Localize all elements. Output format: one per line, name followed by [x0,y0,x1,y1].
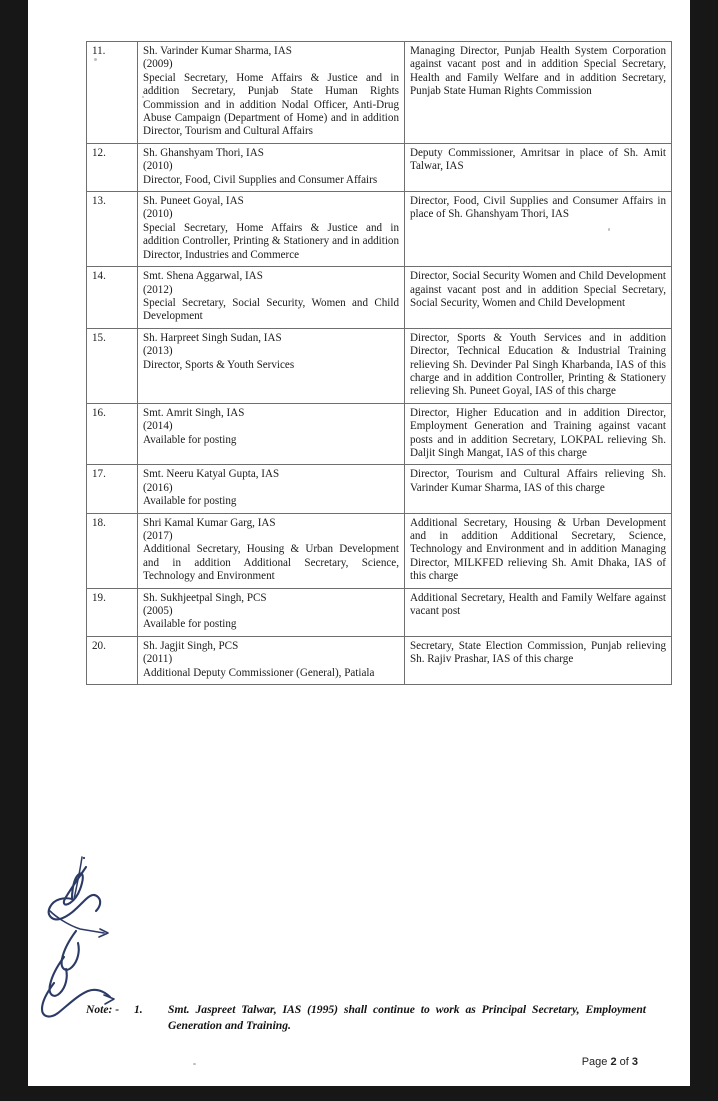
officer-batch-year: (2016) [143,481,173,494]
officer-present-post: Available for posting [143,495,237,508]
row-new-posting: Director, Social Security Women and Child Development against vacant post and in addition Special Secretary, Social Security, Women and Child Development [405,267,672,329]
row-present-posting [138,192,405,267]
officer-present-post: Special Secretary, Home Affairs & Justice and in addition Controller, Printing & Stationery and in addition Director, Industries and Commerce [143,221,399,261]
row-present-posting [138,42,405,144]
table-row [87,267,672,329]
row-serial-number: 14. [87,267,138,329]
table-row [87,192,672,267]
row-serial-number: 11. [87,42,138,144]
row-present-posting [138,403,405,465]
officer-batch-year: (2013) [143,345,173,358]
page-footer-current: 2 [610,1056,617,1068]
table-row [87,143,672,191]
row-new-posting: Secretary, State Election Commission, Punjab relieving Sh. Rajiv Prashar, IAS of this charge [405,636,672,684]
officer-batch-year: (2009) [143,58,173,71]
row-present-posting [138,267,405,329]
officer-present-post: Director, Food, Civil Supplies and Consumer Affairs [143,173,378,186]
officer-batch-year: (2005) [143,605,173,618]
row-serial-number: 20. [87,636,138,684]
row-new-posting: Additional Secretary, Health and Family Welfare against vacant post [405,588,672,636]
row-present-posting [138,328,405,403]
row-new-posting: Director, Sports & Youth Services and in addition Director, Technical Education & Industrial Training relieving Sh. Devinder Pal Singh Kharbanda, IAS of this charge and in addition Controller, Printing & Stationery relieving Sh. Puneet Goyal, IAS of this charge [405,328,672,403]
row-serial-number: 12. [87,143,138,191]
note-number: 1. [134,1003,143,1016]
row-present-posting [138,636,405,684]
row-serial-number: 18. [87,513,138,588]
scan-gutter-left [0,0,28,1101]
scan-gutter-right [690,0,718,1101]
scan-gutter-bottom [0,1086,718,1101]
row-present-posting [138,465,405,513]
page-footer-total: 3 [631,1056,638,1068]
officer-name: Sh. Puneet Goyal, IAS [143,195,244,208]
officer-present-post: Additional Deputy Commissioner (General), Patiala [143,666,375,679]
officer-name: Smt. Neeru Katyal Gupta, IAS [143,468,280,481]
table-row [87,328,672,403]
posting-table [86,41,672,685]
table-row [87,636,672,684]
officer-batch-year: (2010) [143,208,173,221]
officer-present-post: Special Secretary, Social Security, Women and Child Development [143,296,399,323]
row-new-posting: Additional Secretary, Housing & Urban Development and in addition Additional Secretary, Science, Technology and Environment and in addition Managing Director, MILKFED relieving Sh. Amit Dhaka, IAS of this charge [405,513,672,588]
officer-name: Smt. Shena Aggarwal, IAS [143,270,263,283]
page-footer-middle: of [616,1056,632,1068]
row-present-posting [138,513,405,588]
posting-table-body [87,42,672,685]
officer-batch-year: (2012) [143,283,173,296]
row-new-posting: Director, Higher Education and in addition Director, Employment Generation and Training against vacant posts and in addition Secretary, LOKPAL relieving Sh. Daljit Singh Mangat, IAS of this charge [405,403,672,465]
page-number-footer [28,1056,638,1068]
page-footer-prefix: Page [581,1056,611,1068]
note-text: Smt. Jaspreet Talwar, IAS (1995) shall continue to work as Principal Secretary, Employment Generation and Training. [168,1003,646,1032]
officer-present-post: Director, Sports & Youth Services [143,358,295,371]
table-row [87,588,672,636]
row-present-posting [138,143,405,191]
row-new-posting: Deputy Commissioner, Amritsar in place of Sh. Amit Talwar, IAS [405,143,672,191]
officer-present-post: Available for posting [143,618,237,631]
officer-name: Sh. Varinder Kumar Sharma, IAS [143,45,292,57]
row-serial-number: 19. [87,588,138,636]
row-serial-number: 16. [87,403,138,465]
row-serial-number: 13. [87,192,138,267]
note-label: Note: - [86,1003,120,1016]
note-section [86,1002,646,1034]
row-new-posting: Director, Food, Civil Supplies and Consumer Affairs in place of Sh. Ghanshyam Thori, IAS [405,192,672,267]
officer-present-post: Additional Secretary, Housing & Urban Development and in addition Additional Secretary, Science, Technology and Environment [143,543,399,583]
table-row [87,403,672,465]
officer-batch-year: (2017) [143,530,173,542]
officer-present-post: Available for posting [143,433,237,446]
table-row [87,42,672,144]
officer-present-post: Special Secretary, Home Affairs & Justice and in addition Secretary, Punjab State Human Rights Commission and in addition Nodal Officer, Anti-Drug Abuse Campaign (Department of Home) and in addition Director, Tourism and Cultural Affairs [143,71,399,138]
table-row [87,513,672,588]
officer-name: Smt. Amrit Singh, IAS [143,406,245,419]
officer-name: Sh. Sukhjeetpal Singh, PCS [143,591,267,604]
table-row [87,465,672,513]
row-serial-number: 17. [87,465,138,513]
officer-name: Sh. Jagjit Singh, PCS [143,639,239,652]
officer-batch-year: (2010) [143,160,173,173]
document-page [28,0,690,1086]
officer-batch-year: (2014) [143,420,173,433]
officer-name: Shri Kamal Kumar Garg, IAS [143,516,276,529]
officer-name: Sh. Harpreet Singh Sudan, IAS [143,331,282,344]
row-serial-number: 15. [87,328,138,403]
officer-name: Sh. Ghanshyam Thori, IAS [143,146,264,159]
officer-batch-year: (2011) [143,653,173,666]
row-present-posting [138,588,405,636]
note-row [86,1002,646,1034]
row-new-posting: Managing Director, Punjab Health System Corporation against vacant post and in addition Special Secretary, Health and Family Welfare and in addition Secretary, Punjab State Human Rights Commission [405,42,672,144]
row-new-posting: Director, Tourism and Cultural Affairs relieving Sh. Varinder Kumar Sharma, IAS of this charge [405,465,672,513]
